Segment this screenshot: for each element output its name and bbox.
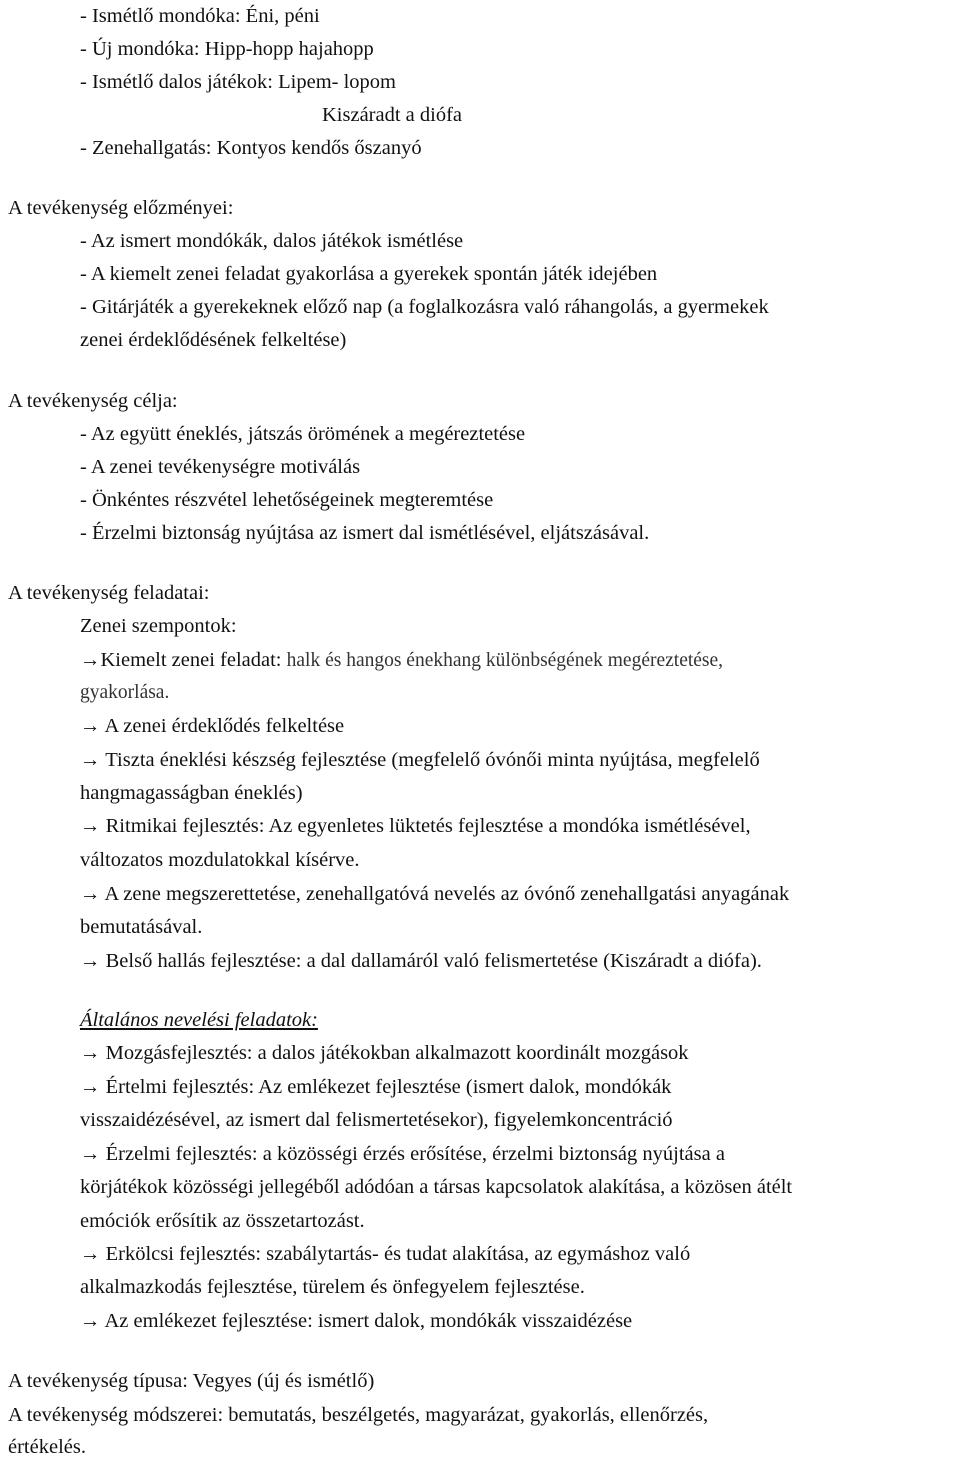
general-heading: Általános nevelési feladatok: — [80, 1009, 318, 1031]
key-task-label: →Kiemelt zenei feladat: — [80, 649, 282, 671]
prereq-item: - Az ismert mondókák, dalos játékok ismétlése — [80, 230, 464, 252]
music-item: bemutatásával. — [80, 916, 203, 938]
intro-line: - Ismétlő mondóka: Éni, péni — [80, 5, 320, 27]
music-item: → A zenei érdeklődés felkeltése — [80, 715, 345, 737]
music-item: → A zene megszerettetése, zenehallgatóvá nevelés az óvónő zenehallgatási anyagának — [80, 883, 790, 905]
music-item: hangmagasságban éneklés) — [80, 782, 303, 804]
prereq-item: - Gitárjáték a gyerekeknek előző nap (a foglalkozásra való ráhangolás, a gyermekek — [80, 296, 769, 318]
general-item: → Az emlékezet fejlesztése: ismert dalok, mondókák visszaidézése — [80, 1310, 633, 1332]
intro-line: Kiszáradt a diófa — [322, 104, 463, 126]
aim-item: - A zenei tevékenységre motiválás — [80, 456, 361, 478]
key-task-line — [80, 650, 723, 671]
general-item: emóciók erősítik az összetartozást. — [80, 1210, 365, 1232]
general-item: visszaidézésével, az ismert dal felismertetésekor), figyelemkoncentráció — [80, 1109, 673, 1131]
prereq-item: zenei érdeklődésének felkeltése) — [80, 329, 347, 351]
methods-line-cont: értékelés. — [8, 1436, 86, 1458]
general-item: → Érzelmi fejlesztés: a közösségi érzés erősítése, érzelmi biztonság nyújtása a — [80, 1143, 725, 1165]
music-item: → Tiszta éneklési készség fejlesztése (megfelelő óvónői minta nyújtása, megfelelő — [80, 749, 760, 771]
music-item: → Belső hallás fejlesztése: a dal dallamáról való felismertetése (Kiszáradt a diófa). — [80, 950, 762, 972]
general-item: → Értelmi fejlesztés: Az emlékezet fejlesztése (ismert dalok, mondókák — [80, 1076, 672, 1098]
type-line: A tevékenység típusa: Vegyes (új és ismétlő) — [8, 1370, 375, 1392]
intro-line: - Új mondóka: Hipp-hopp hajahopp — [80, 38, 374, 60]
general-item: → Mozgásfejlesztés: a dalos játékokban alkalmazott koordinált mozgások — [80, 1042, 689, 1064]
key-task-cont: gyakorlása. — [80, 682, 170, 703]
general-item: alkalmazkodás fejlesztése, türelem és önfegyelem fejlesztése. — [80, 1276, 585, 1298]
section-heading-tasks: A tevékenység feladatai: — [8, 582, 210, 604]
intro-line: - Zenehallgatás: Kontyos kendős őszanyó — [80, 137, 422, 159]
general-item: → Erkölcsi fejlesztés: szabálytartás- és tudat alakítása, az egymáshoz való — [80, 1243, 691, 1265]
music-item: változatos mozdulatokkal kísérve. — [80, 849, 360, 871]
music-item: → Ritmikai fejlesztés: Az egyenletes lüktetés fejlesztése a mondóka ismétlésével, — [80, 815, 751, 837]
methods-line: A tevékenység módszerei: bemutatás, beszélgetés, magyarázat, gyakorlás, ellenőrzés, — [8, 1404, 709, 1426]
key-task-text: halk és hangos énekhang különbségének megéreztetése, — [286, 650, 724, 671]
general-item: körjátékok közösségi jellegéből adódóan a társas kapcsolatok alakítása, a közösen átélt — [80, 1176, 793, 1198]
intro-line: - Ismétlő dalos játékok: Lipem- lopom — [80, 71, 396, 93]
section-heading-prereq: A tevékenység előzményei: — [8, 197, 234, 219]
music-heading: Zenei szempontok: — [80, 615, 237, 637]
aim-item: - Az együtt éneklés, játszás örömének a megéreztetése — [80, 423, 526, 445]
section-heading-aim: A tevékenység célja: — [8, 390, 178, 412]
aim-item: - Önkéntes részvétel lehetőségeinek megteremtése — [80, 489, 494, 511]
prereq-item: - A kiemelt zenei feladat gyakorlása a gyerekek spontán játék idejében — [80, 263, 658, 285]
aim-item: - Érzelmi biztonság nyújtása az ismert dal ismétlésével, eljátszásával. — [80, 522, 650, 544]
